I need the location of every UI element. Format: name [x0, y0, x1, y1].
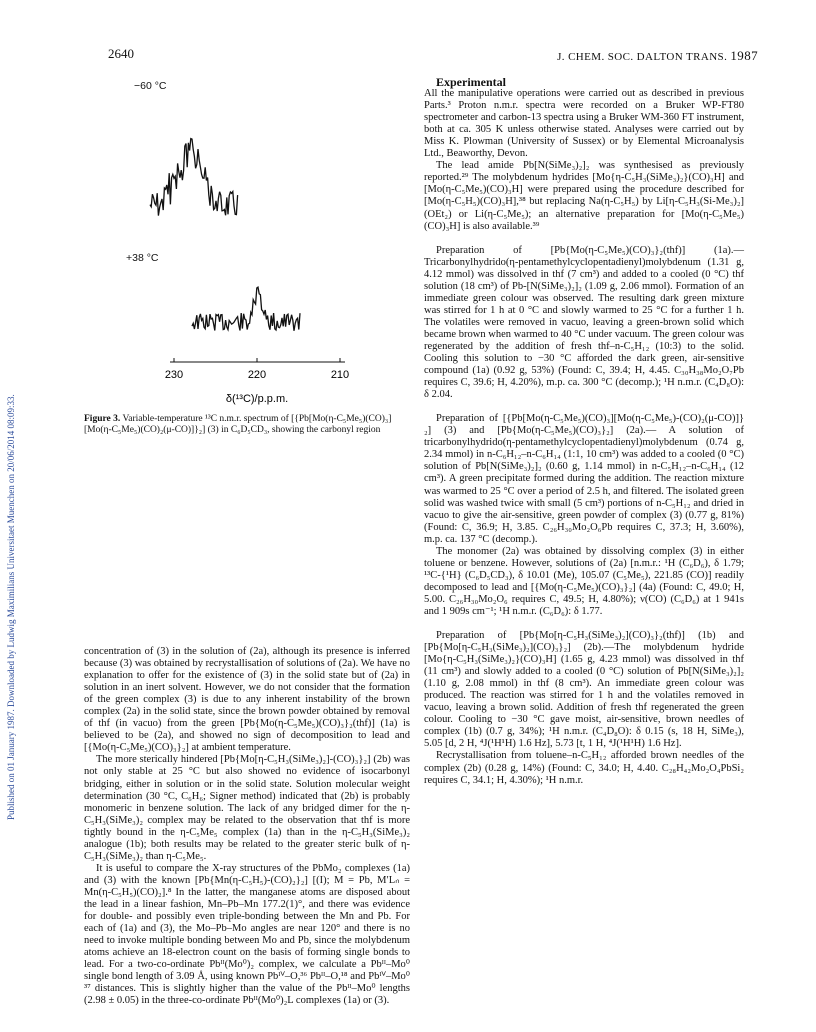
left-column	[84, 646, 410, 1007]
body-paragraph: The lead amide Pb[N(SiMe₃)₂]₂ was synthesised as previously reported.²⁹ The molybdenum hydrides [Mo{η-C₅H₃(SiMe₃)₂}(CO)₃H] and [Mo(η-C₅Me₅)(CO)₃H] were prepared using the procedure described for [Mo(η-C₅H₅)(CO)₃H],³⁸ but replacing Na(η-C₅H₅) by Li[η-C₅H₃(Si-Me₃)₂](OEt₂) or Li(η-C₅Me₅); an alternative preparation for [Mo(η-C₅Me₅)(CO)₃H] is also available.³⁹	[424, 160, 744, 232]
body-paragraph: Recrystallisation from toluene–n-C₅H₁₂ afforded brown needles of the complex (2b) (0.28 g, 14%) (Found: C, 34.0; H, 4.40. C₂₈H₄₂Mo₂O₄PbSi₂ requires C, 34.1; H, 4.30%); ¹H n.m.r.	[424, 750, 744, 786]
axis-tick-label: 220	[247, 369, 267, 381]
figure-caption	[84, 414, 410, 436]
nmr-spectrum-figure	[130, 90, 390, 410]
axis-tick-label: 230	[164, 369, 184, 381]
body-paragraph: concentration of (3) in the solution of (2a), although its presence is inferred because (3) was obtained by recrystallisation of solutions of (2a). We have no explanation to offer for the existence of (3) in the solid state but of (2a) in solution in an inert solvent. However, we do not consider that the formation of the green complex (3) is due to any inherent instability of the brown complex (2a) in the solid state, since the brown powder obtained by removal of thf (in vacuo) from the green [Pb{Mo(η-C₅Me₅)(CO)₃}₂(thf)] (1a) is believed to be (2a), and showed no sign of decomposition to lead and [{Mo(η-C₅Me₅)(CO)₃}₂] at ambient temperature.	[84, 646, 410, 754]
right-column	[424, 76, 744, 787]
body-paragraph: All the manipulative operations were carried out as described in previous Parts.³ Proton n.m.r. spectra were recorded on a Bruker WP-FT80 spectrometer and carbon-13 spectra using a Bruker WM-360 FT instrument, both at ca. 305 K unless otherwise stated. Analyses were carried out by Miss K. Plowman (University of Sussex) or by Elemental Microanalysis Ltd., Beaworthy, Devon.	[424, 88, 744, 160]
body-paragraph: The more sterically hindered [Pb{Mo[η-C₅H₃(SiMe₃)₂]-(CO)₃}₂] (2b) was not only stable at 25 °C but also showed no evidence of isocarbonyl bridging, either in solution or in the solid state. Solution molecular weight determination (30 °C, C₆H₆; Signer method) indicated that (2b) is probably monomeric in benzene solution. The lack of any bridged dimer for the η-C₅H₃(SiMe₃)₂ complex may be related to the observation that thf is more tightly bound in the η-C₅Me₅ complex (1a) than in the η-C₅H₃(SiMe₃)₂ analogue (1b); both results may be related to the greater steric bulk of η-C₅H₃(SiMe₃)₂ than η-C₅Me₅.	[84, 754, 410, 862]
spectrum-label-top: −60 °C	[134, 80, 167, 92]
journal-year: 1987	[730, 48, 758, 63]
body-paragraph: Preparation of [Pb{Mo(η-C₅Me₅)(CO)₃}₂(thf)] (1a).— Tricarbonylhydrido(η-pentamethylcyclopentadienyl)molybdenum (1.31 g, 4.12 mmol) was dissolved in thf (7 cm³) and added to a cooled (0 °C) thf solution (18 cm³) of Pb-[N(SiMe₃)₂]₂ (1.09 g, 2.06 mmol). Formation of an immediate green colour was observed. The resulting dark green mixture was stirred for 1 h at 0 °C and slowly warmed to 25 °C for a further 1 h. The volatiles were removed in vacuo, leaving a green-brown solid which became brown when warmed to 40 °C under vacuum. The green colour was regenerated by the addition of fresh thf–n-C₅H₁₂ (10:3) to the solid. Cooling this solution to −30 °C afforded the dark green, air-sensitive compound (1a) (0.92 g, 53%) (Found: C, 39.4; H, 4.45. C₃₀H₃₈Mo₂O₇Pb requires C, 39.6; H, 4.20%), m.p. ca. 300 °C (decomp.); ¹H n.m.r. (C₄D₈O): δ 2.04.	[424, 244, 744, 401]
journal-name: J. CHEM. SOC. DALTON TRANS.	[557, 51, 728, 63]
figure-caption-text: Variable-temperature ¹³C n.m.r. spectrum of [{Pb[Mo(η-C₅Me₅)(CO)₃][Mo(η-C₅Me₅)(CO)₂(μ-CO)]}₂] (3) in C₆D₅CD₃, showing the carbonyl region	[84, 414, 392, 435]
spectrum-trace-bottom	[192, 287, 300, 331]
spectrum-trace-top	[150, 139, 238, 216]
section-heading: Experimental	[436, 75, 506, 89]
figure-caption-label: Figure 3.	[84, 414, 121, 424]
spectrum-label-bottom: +38 °C	[126, 252, 159, 264]
page-number: 2640	[108, 46, 134, 61]
body-paragraph: It is useful to compare the X-ray structures of the PbMo₂ complexes (1a) and (3) with the known [Pb{Mn(η-C₅H₅)-(CO)₂}₂] [(I); M = Pb, M′Lₙ = Mn(η-C₅H₅)(CO)₂].⁸ In the latter, the manganese atoms are disposed about the lead in a linear fashion, Mn–Pb–Mn 177.2(1)°, and there was evidence for double- and possibly even triple-bonding between the Mn and Pb. For each of (1a) and (3), the Mo–Pb–Mo angles are near 120° and there is no need to invoke multiple bonding between Mo and Pb, since the molybdenum atoms achieve an 18-electron count on the basis of forming single bonds to lead. For a two-co-ordinate Pbᴵᴵ(Mo⁰)₂ complex, we calculate a Pbᴵᴵ–Mo⁰ single bond length of 3.09 Å, using known Pbᴵⱽ–O,³⁶ Pbᴵᴵ–O,¹⁸ and Pbᴵⱽ–Mo⁰ ³⁷ distances. This is slightly higher than the value of the Pbᴵᴵ–Mo⁰ lengths (2.98 ± 0.05) in the three-co-ordinate Pbᴵᴵ(Mo⁰)₂L complexes (1a) or (3).	[84, 862, 410, 1007]
body-paragraph: The monomer (2a) was obtained by dissolving complex (3) in either toluene or benzene. However, solutions of (2a) [n.m.r.: ¹H (C₆D₆), δ 1.79; ¹³C-{¹H} (C₆D₅CD₃), δ 10.01 (Me), 105.07 (C₅Me₅), 221.85 (CO)] readily decomposed to lead and [{Mo(η-C₅Me₅)(CO)₃}₂] (4a) (Found: C, 49.0; H, 5.00. C₂₆H₃₀Mo₂O₆ requires C, 49.5; H, 4.80%); ν(CO) (C₆D₆) at 1 941s and 1 909s cm⁻¹; ¹H n.m.r. (C₆D₆): δ 1.77.	[424, 545, 744, 617]
journal-header	[557, 48, 758, 64]
axis-tick-label: 210	[330, 369, 350, 381]
axis-label: δ(¹³C)/p.p.m.	[225, 393, 289, 405]
body-paragraph: Preparation of [Pb{Mo[η-C₅H₃(SiMe₃)₂](CO)₃}₂(thf)] (1b) and [Pb{Mo[η-C₅H₃(SiMe₃)₂](CO)₃}₂] (2b).—The molybdenum hydride [Mo{η-C₅H₃(SiMe₃)₂}(CO)₃H] (1.65 g, 4.23 mmol) was dissolved in thf (11 cm³) and slowly added to a cooled (0 °C) solution of Pb[N(SiMe₃)₂]₂ (1.10 g, 2.08 mmol) in thf (8 cm³). An immediate green colour was produced. The reaction was stirred for 1 h and the volatiles removed in vacuo, leaving a brown solid. Addition of fresh thf regenerated the green colour. Cooling to −30 °C gave moist, air-sensitive, brown needles of complex (1b) (0.7 g, 34%); ¹H n.m.r. (C₄D₈O): δ 0.15 (s, 18 H, SiMe₃), 5.05 [d, 2 H, ⁴J(¹H¹H) 1.6 Hz], 5.73 [t, 1 H, ⁴J(¹H¹H) 1.6 Hz].	[424, 630, 744, 750]
download-watermark[interactable]: Published on 01 January 1987. Downloaded by Ludwig Maximilians Universitaet Muenchen on 20/06/2014 08:09:33.	[6, 394, 16, 820]
body-paragraph: Preparation of [{Pb[Mo(η-C₅Me₅)(CO)₃][Mo(η-C₅Me₅)-(CO)₂(μ-CO)]}₂] (3) and [Pb{Mo(η-C₅Me₅)(CO)₃}₂] (2a).— A solution of tricarbonylhydrido(η-pentamethylcyclopentadienyl)molybdenum (0.74 g, 2.34 mmol) in n-C₆H₁₂–n-C₆H₁₄ (1:1, 10 cm³) was added to a cooled (0 °C) solution of Pb[N(SiMe₃)₂]₂ (0.60 g, 1.14 mmol) in n-C₅H₁₂–n-C₆H₁₄ (12 cm³). A green precipitate formed during the addition. The reaction mixture was warmed to 25 °C over a period of 2.5 h, and filtered. The isolated green solid was washed twice with small (5 cm³) portions of n-C₅H₁₂ and dried in vacuo to give the air-sensitive, green powder of complex (3) (0.77 g, 81%) (Found: C, 36.9; H, 3.85. C₂₆H₃₀Mo₂O₆Pb requires C, 37.3; H, 3.60%), m.p. ca. 137 °C (decomp.).	[424, 413, 744, 545]
